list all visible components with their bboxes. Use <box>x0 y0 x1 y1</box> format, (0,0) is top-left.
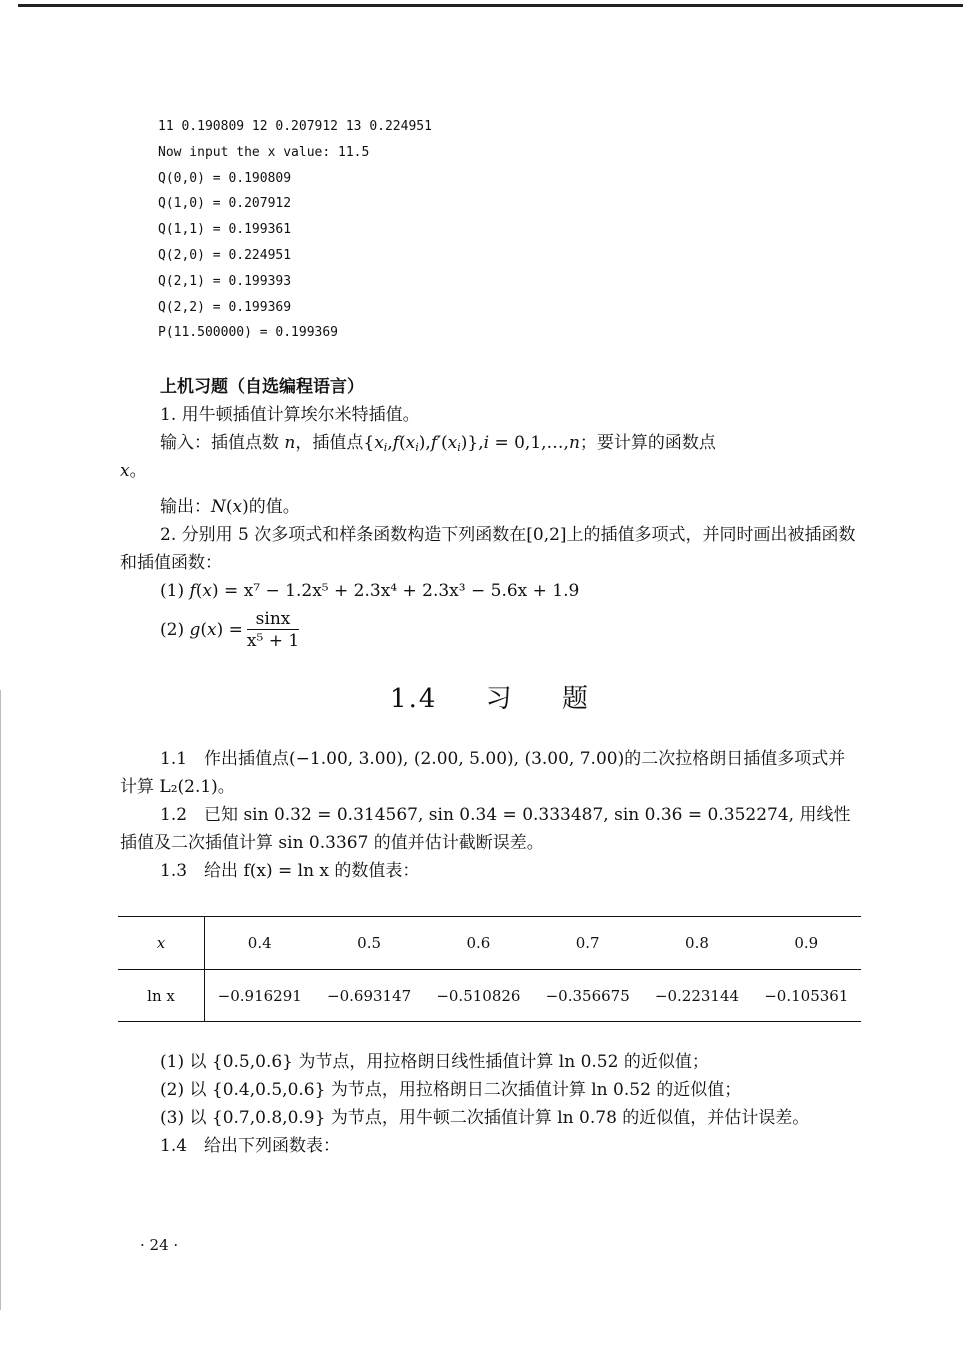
lab-ex2-g: (2) g(x) = $\frac{\sin x}{\text{x⁵ + 1}}$ <box>160 609 300 651</box>
table-cell: −0.105361 <box>752 970 861 1022</box>
lab-heading: 上机习题（自选编程语言） <box>160 377 364 397</box>
table-cell: −0.916291 <box>205 970 315 1022</box>
table-header-x: x <box>118 917 205 970</box>
table-header-lnx: ln x <box>118 970 205 1022</box>
table-row <box>118 917 861 970</box>
table-cell: 0.5 <box>314 917 423 970</box>
page-number: · 24 · <box>140 1236 179 1254</box>
table-cell: 0.9 <box>752 917 861 970</box>
table-cell: 0.4 <box>205 917 315 970</box>
table-cell: 0.6 <box>424 917 533 970</box>
table-cell: 0.8 <box>642 917 751 970</box>
section-title-b: 题 <box>561 684 590 714</box>
exercises <box>120 745 862 885</box>
exercise-1-1: 1.1 作出插值点(−1.00, 3.00), (2.00, 5.00), (3.00, 7.00)的二次拉格朗日插值多项式并计算 L₂(2.1)。 <box>120 749 846 797</box>
fraction: $\frac{\sin x}{\text{x⁵ + 1}}$ <box>246 609 300 651</box>
table-cell: −0.693147 <box>314 970 423 1022</box>
scan-edge-line <box>0 690 1 1310</box>
code-line: Now input the x value: 11.5 <box>158 144 370 160</box>
table-cell: −0.356675 <box>533 970 642 1022</box>
question-2: (2) 以 {0.4,0.5,0.6} 为节点，用拉格朗日二次插值计算 ln 0.52 的近似值； <box>160 1080 742 1100</box>
question-3: (3) 以 {0.7,0.8,0.9} 为节点，用牛顿二次插值计算 ln 0.78 的近似值，并估计误差。 <box>160 1108 810 1128</box>
code-line: Q(2,1) = 0.199393 <box>158 273 292 289</box>
exercise-1-3: 1.3 给出 f(x) = ln x 的数值表： <box>160 861 420 881</box>
question-1: (1) 以 {0.5,0.6} 为节点，用拉格朗日线性插值计算 ln 0.52 的近似值； <box>160 1052 709 1072</box>
code-line: Q(2,0) = 0.224951 <box>158 247 292 263</box>
code-line: Q(1,0) = 0.207912 <box>158 196 292 212</box>
code-line: Q(2,2) = 0.199369 <box>158 299 292 315</box>
code-line: Q(0,0) = 0.190809 <box>158 170 292 186</box>
table-cell: 0.7 <box>533 917 642 970</box>
table-cell: −0.223144 <box>642 970 751 1022</box>
section-heading <box>0 678 980 715</box>
section-number: 1.4 <box>390 684 438 714</box>
exercise-1-2: 1.2 已知 sin 0.32 = 0.314567, sin 0.34 = 0.333487, sin 0.36 = 0.352274, 用线性插值及二次插值计算 sin 0.3367 的值并估计截断误差。 <box>120 805 851 853</box>
code-line: P(11.500000) = 0.199369 <box>158 325 339 341</box>
lab-ex2-f: (1) f(x) = x⁷ − 1.2x⁵ + 2.3x⁴ + 2.3x³ − 5.6x + 1.9 <box>160 581 580 601</box>
exercise-1-3-questions <box>120 1048 862 1160</box>
exercise-1-4: 1.4 给出下列函数表： <box>160 1136 341 1156</box>
table-row <box>118 970 861 1022</box>
lab-ex1-output: 输出：N(x)的值。 <box>160 497 300 517</box>
lab-ex1-title: 1. 用牛顿插值计算埃尔米特插值。 <box>160 405 420 425</box>
section-title-a: 习 <box>485 684 514 714</box>
lab-ex2-text: 2. 分别用 5 次多项式和样条函数构造下列函数在[0,2]上的插值多项式，并同时画出被插函数和插值函数： <box>120 525 856 573</box>
top-border-rule <box>18 4 963 7</box>
code-line: 11 0.190809 12 0.207912 13 0.224951 <box>158 119 432 134</box>
lnx-table <box>118 916 861 1022</box>
lab-exercises <box>120 373 862 652</box>
code-line: Q(1,1) = 0.199361 <box>158 222 292 238</box>
table-cell: −0.510826 <box>424 970 533 1022</box>
program-output <box>158 114 432 346</box>
lab-ex1-input: 输入：插值点数 n，插值点$\{x_i,f(x_i),f'(x_i)\},i$ = 0,1,…,n；要计算的函数点 x。 <box>120 433 716 481</box>
